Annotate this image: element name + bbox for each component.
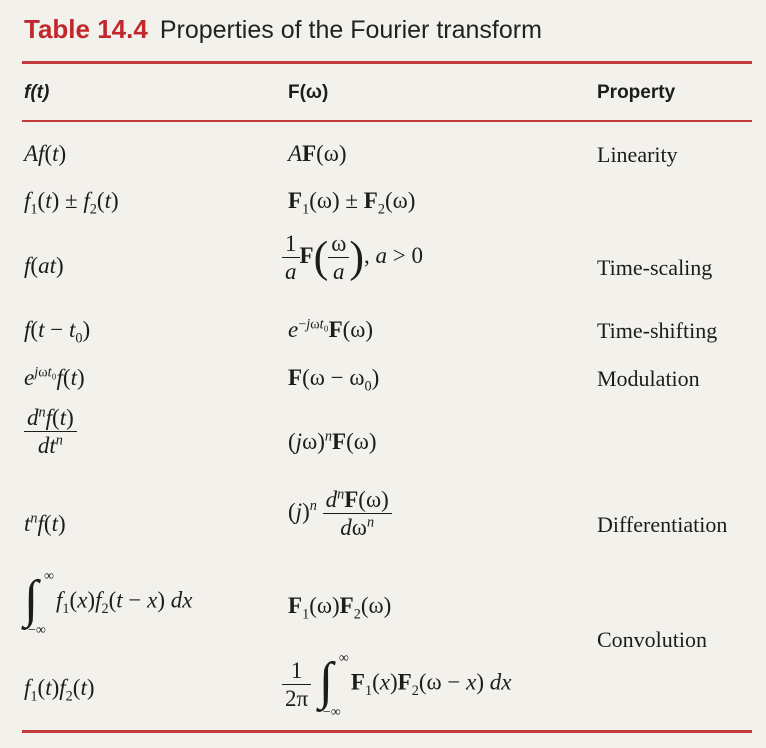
table-title: Properties of the Fourier transform — [159, 16, 542, 44]
prop-linearity: Linearity — [597, 142, 678, 167]
ft-convolution: ∫ ∞ −∞ $f_1(x)f_2(t - x)$ dx — [24, 569, 193, 638]
ft-modulation: $e^{j\omega t_0}f(t)$ — [24, 364, 85, 390]
ft-differentiation: $t^nf(t)$ — [24, 510, 66, 536]
integral-sign: ∫ ∞ −∞ — [24, 569, 54, 638]
ft-derivative — [24, 406, 77, 457]
Fw-modulation: $F(\omega - \omega_0)$ — [288, 365, 380, 395]
fraction-one-over-2pi: $\frac{1}{2\pi}$ — [282, 659, 311, 710]
header-rule — [22, 120, 752, 122]
fraction-freq-derivative: $\frac{d^nF(\omega)}{d\omega^n}$ — [323, 488, 392, 539]
Fw-product: $\frac{1}{2\pi}$ ∫ ∞ −∞ $F_1(x)F_2(\omega - x)$ dx — [282, 652, 511, 716]
table-caption — [24, 14, 542, 52]
Fw-linearity: AF(ω) — [288, 141, 347, 166]
Fw-derivative: $(j\omega)^nF(\omega)$ — [288, 428, 377, 454]
header-property: Property — [597, 82, 676, 103]
Fw-differentiation: $(j)^n$ $\frac{d^nF(\omega)}{d\omega^n}$ — [288, 488, 392, 539]
prop-time-shifting: Time-shifting — [597, 318, 718, 343]
Fw-time-shifting: $e^{-j\omega t_0}F(\omega)$ — [288, 316, 374, 342]
ft-sum: $f_1(t) \pm f_2(t)$ — [24, 188, 119, 218]
Fw-sum: $F_1(\omega) \pm F_2(\omega)$ — [288, 188, 416, 218]
fraction-derivative: $\frac{d^nf(t)}{dt^n}$ — [24, 406, 77, 457]
ft-linearity: Af(t) — [24, 141, 67, 166]
Fw-convolution: $F_1(\omega)F_2(\omega)$ — [288, 593, 392, 623]
header-ft: f(t) — [24, 82, 50, 103]
integral-sign-product: ∫ ∞ −∞ — [318, 651, 349, 720]
fraction-one-over-a: $\frac{1}{a}$ — [282, 232, 300, 283]
prop-modulation: Modulation — [597, 366, 700, 391]
prop-convolution: Convolution — [597, 627, 708, 652]
fraction-omega-over-a: $\frac{\omega}{a}$ — [328, 232, 349, 283]
top-rule — [22, 61, 752, 64]
prop-time-scaling: Time-scaling — [597, 255, 713, 280]
bottom-rule — [22, 730, 752, 733]
ft-time-shifting: $f(t - t_0)$ — [24, 317, 91, 347]
ft-time-scaling: f(at) — [24, 253, 64, 278]
header-Fw: F(ω) — [288, 82, 329, 103]
table-number: Table 14.4 — [24, 14, 148, 44]
Fw-time-scaling: $\frac{1}{a}$ F( $\frac{\omega}{a}$ ), a > 0 — [282, 232, 423, 283]
ft-product: $f_1(t)f_2(t)$ — [24, 675, 95, 705]
prop-differentiation: Differentiation — [597, 512, 728, 537]
